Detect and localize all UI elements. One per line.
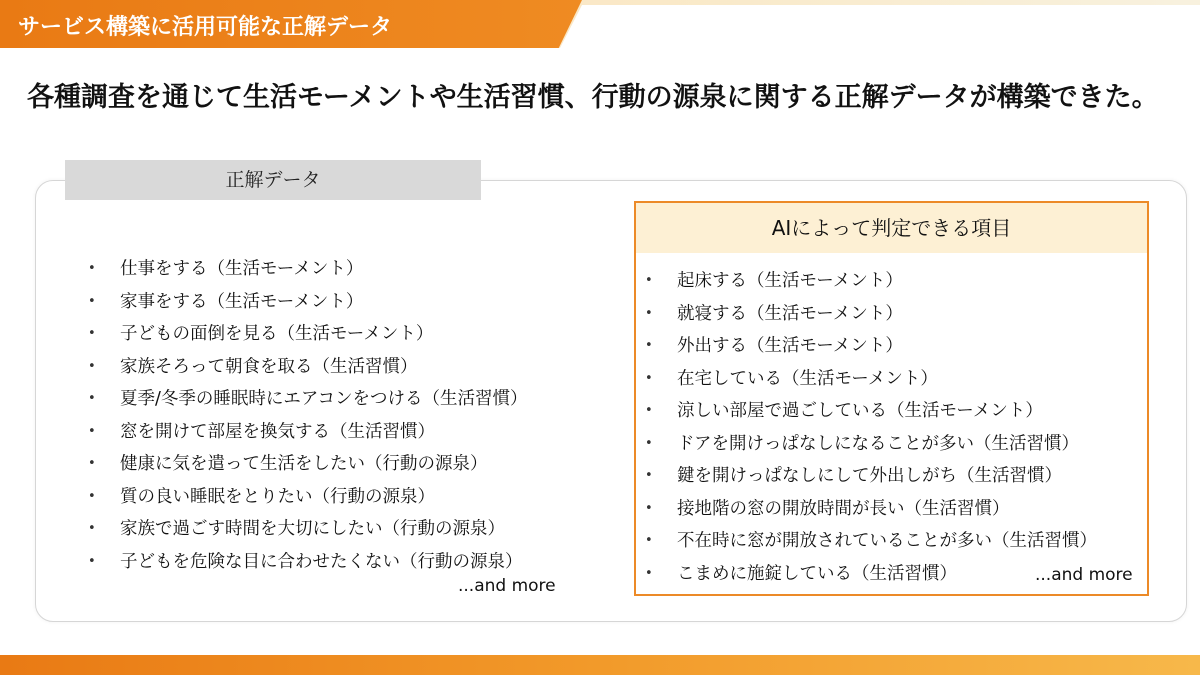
list-item: • 家族で過ごす時間を大切にしたい（行動の源泉）: [88, 513, 528, 546]
footer-bar: [0, 655, 1200, 675]
list-item: • 健康に気を遣って生活をしたい（行動の源泉）: [88, 448, 528, 481]
list-item: • 窓を開けて部屋を換気する（生活習慣）: [88, 416, 528, 449]
ground-truth-tab: 正解データ: [65, 160, 481, 200]
list-item: • 不在時に窓が開放されていることが多い（生活習慣）: [645, 525, 1097, 558]
list-item: • 外出する（生活モーメント）: [645, 330, 1097, 363]
slide-headline: 各種調査を通じて生活モーメントや生活習慣、行動の源泉に関する正解データが構築できた。: [27, 82, 1159, 113]
list-item: • 子どもの面倒を見る（生活モーメント）: [88, 318, 528, 351]
list-item: • 家事をする（生活モーメント）: [88, 286, 528, 319]
list-item: • 夏季/冬季の睡眠時にエアコンをつける（生活習慣）: [88, 383, 528, 416]
list-item: • ドアを開けっぱなしになることが多い（生活習慣）: [645, 428, 1097, 461]
ground-truth-list: [88, 253, 528, 578]
and-more-note: ...and more: [458, 576, 556, 596]
list-item: • 質の良い睡眠をとりたい（行動の源泉）: [88, 481, 528, 514]
list-item: • 起床する（生活モーメント）: [645, 265, 1097, 298]
and-more-note: ...and more: [1035, 565, 1133, 585]
list-item: • 就寝する（生活モーメント）: [645, 298, 1097, 331]
list-item: • 涼しい部屋で過ごしている（生活モーメント）: [645, 395, 1097, 428]
list-item: • 在宅している（生活モーメント）: [645, 363, 1097, 396]
list-item: • こまめに施錠している（生活習慣）: [645, 558, 1097, 591]
slide-section-title: サービス構築に活用可能な正解データ: [18, 15, 393, 40]
header-banner: [0, 0, 1200, 48]
list-item: • 鍵を開けっぱなしにして外出しがち（生活習慣）: [645, 460, 1097, 493]
ai-box-title: AIによって判定できる項目: [636, 203, 1147, 253]
list-item: • 仕事をする（生活モーメント）: [88, 253, 528, 286]
list-item: • 接地階の窓の開放時間が長い（生活習慣）: [645, 493, 1097, 526]
header-white-cut: [560, 5, 1200, 48]
ai-judgeable-list: [645, 265, 1097, 590]
list-item: • 家族そろって朝食を取る（生活習慣）: [88, 351, 528, 384]
list-item: • 子どもを危険な目に合わせたくない（行動の源泉）: [88, 546, 528, 579]
